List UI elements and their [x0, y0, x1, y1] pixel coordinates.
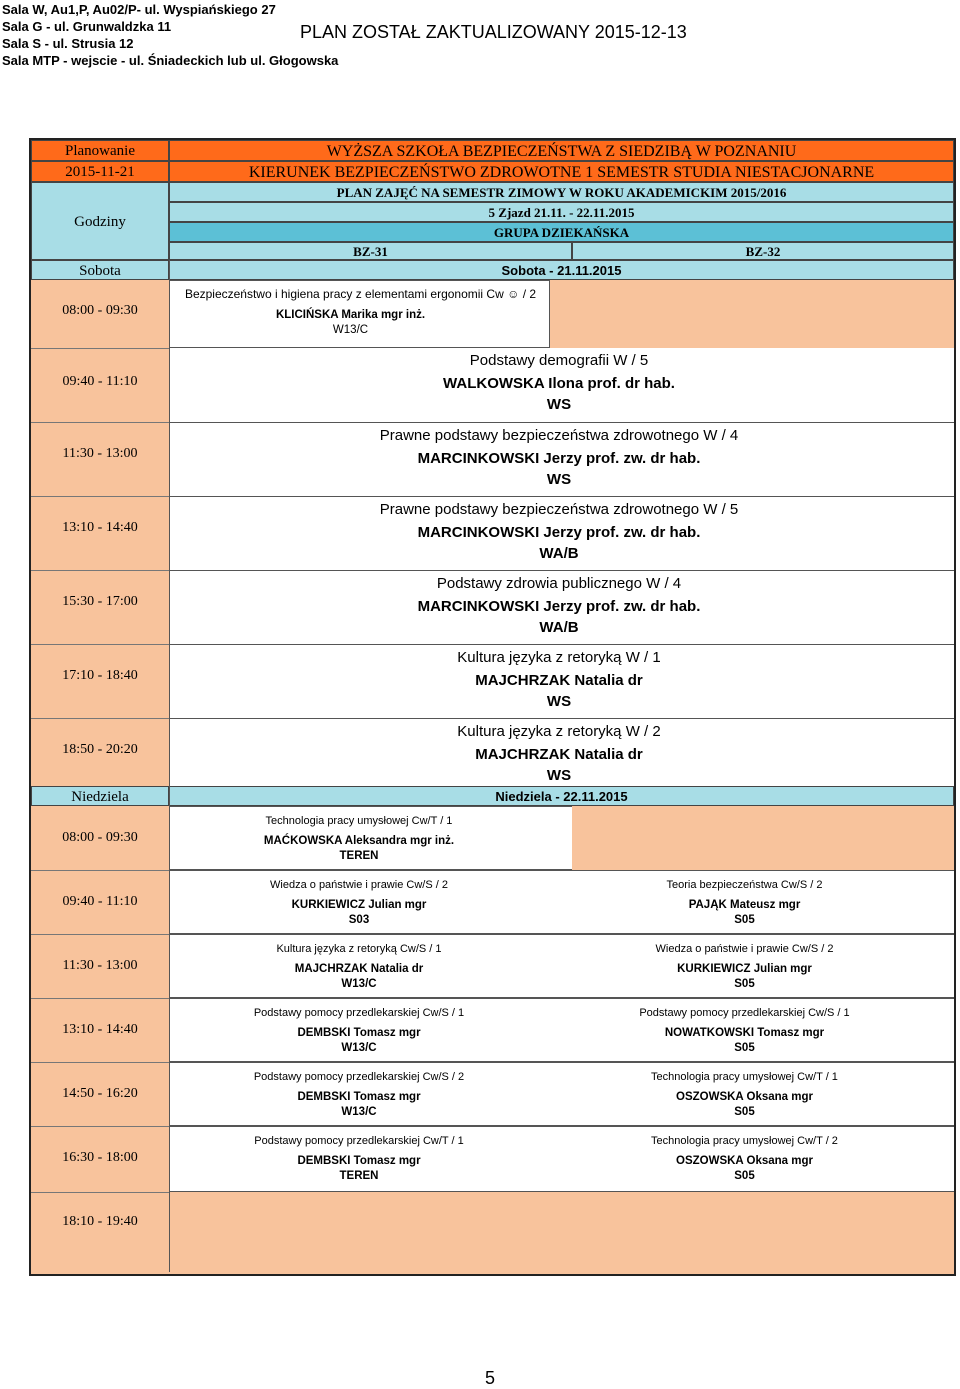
- class-title: Podstawy pomocy przedlekarskiej Cw/S / 1: [639, 1007, 850, 1019]
- class-lecturer: MARCINKOWSKI Jerzy prof. zw. dr hab.: [417, 524, 701, 541]
- sun-bz32-class-5: [572, 1126, 954, 1192]
- class-lecturer: WALKOWSKA Ilona prof. dr hab.: [443, 375, 675, 392]
- sat-lecture-6: [169, 718, 954, 786]
- class-lecturer: NOWATKOWSKI Tomasz mgr: [664, 1027, 825, 1039]
- direction-name: KIERUNEK BEZPIECZEŃSTWO ZDROWOTNE 1 SEMESTR STUDIA NIESTACJONARNE: [169, 161, 954, 182]
- class-room: S05: [734, 914, 755, 926]
- sat-slot-3: 11:30 - 13:00: [62, 446, 138, 461]
- class-room: S03: [348, 914, 370, 926]
- divider: [169, 260, 170, 1272]
- class-title: Prawne podstawy bezpieczeństwa zdrowotnego W / 4: [379, 427, 739, 444]
- class-room: S05: [734, 1106, 755, 1118]
- sun-bz31-class-3: [169, 934, 572, 998]
- saturday-date: Sobota - 21.11.2015: [169, 260, 954, 280]
- group-bz31: BZ-31: [169, 242, 572, 260]
- class-lecturer: MARCINKOWSKI Jerzy prof. zw. dr hab.: [417, 598, 701, 615]
- sala-line-2: Sala G - ul. Grunwaldzka 11: [2, 19, 172, 34]
- divider: [31, 496, 169, 497]
- class-title: Teoria bezpieczeństwa Cw/S / 2: [666, 879, 823, 891]
- sat-slot-6: 17:10 - 18:40: [62, 668, 138, 683]
- class-lecturer: KLICIŃSKA Marika mgr inż.: [275, 309, 426, 321]
- class-lecturer: MAJCHRZAK Natalia dr: [475, 746, 643, 763]
- sat-lecture-3: [169, 496, 954, 570]
- divider: [31, 1126, 169, 1127]
- class-lecturer: MAJCHRZAK Natalia dr: [294, 963, 424, 975]
- class-title: Kultura języka z retoryką W / 2: [457, 723, 661, 740]
- class-room: TEREN: [339, 1170, 379, 1182]
- class-lecturer: DEMBSKI Tomasz mgr: [297, 1027, 421, 1039]
- class-room: WS: [546, 693, 572, 710]
- class-room: S05: [734, 978, 755, 990]
- class-room: WS: [546, 767, 572, 784]
- day-saturday: Sobota: [31, 260, 169, 280]
- class-title: Podstawy pomocy przedlekarskiej Cw/S / 1: [253, 1007, 465, 1019]
- class-room: S05: [734, 1170, 755, 1182]
- group-bz32: BZ-32: [572, 242, 954, 260]
- day-sunday: Niedziela: [31, 786, 169, 806]
- sala-line-1: Sala W, Au1,P, Au02/P- ul. Wyspiańskiego 27: [2, 2, 276, 17]
- class-title: Kultura języka z retoryką Cw/S / 1: [276, 943, 442, 955]
- sun-slot-5: 14:50 - 16:20: [62, 1086, 138, 1101]
- divider: [31, 870, 169, 871]
- sun-bz32-class-3: [572, 998, 954, 1062]
- class-room: WS: [546, 471, 572, 488]
- class-room: WA/B: [539, 545, 579, 562]
- sun-slot-6: 16:30 - 18:00: [62, 1150, 138, 1165]
- smiley-icon: ☺: [507, 287, 520, 301]
- godziny-label: Godziny: [31, 182, 169, 260]
- sun-bz31-class-5: [169, 1062, 572, 1126]
- class-room: W13/C: [341, 1106, 377, 1118]
- sala-line-3: Sala S - ul. Strusia 12: [2, 36, 134, 51]
- class-room: S05: [734, 1042, 755, 1054]
- divider: [31, 1192, 169, 1193]
- sat-slot-1: 08:00 - 09:30: [62, 303, 138, 318]
- sun-bz32-class-4: [572, 1062, 954, 1126]
- class-lecturer: MAJCHRZAK Natalia dr: [475, 672, 643, 689]
- sat-slot-4: 13:10 - 14:40: [62, 520, 138, 535]
- sat-lecture-4: [169, 570, 954, 644]
- plan-semester: PLAN ZAJĘĆ NA SEMESTR ZIMOWY W ROKU AKADEMICKIM 2015/2016: [169, 182, 954, 202]
- sun-slot-1: 08:00 - 09:30: [62, 830, 138, 845]
- divider: [31, 1062, 169, 1063]
- class-room: WA/B: [539, 619, 579, 636]
- class-lecturer: MARCINKOWSKI Jerzy prof. zw. dr hab.: [417, 450, 701, 467]
- class-suffix: / 2: [522, 287, 537, 301]
- school-name: WYŻSZA SZKOŁA BEZPIECZEŃSTWA Z SIEDZIBĄ W POZNANIU: [169, 140, 954, 161]
- sun-slot-4: 13:10 - 14:40: [62, 1022, 138, 1037]
- class-lecturer: OSZOWSKA Oksana mgr: [676, 1091, 813, 1103]
- divider: [31, 570, 169, 571]
- planowanie-label: Planowanie: [31, 140, 169, 161]
- sun-bz31-class-4: [169, 998, 572, 1062]
- sun-slot-2: 09:40 - 11:10: [62, 894, 138, 909]
- class-title: Podstawy demografii W / 5: [469, 352, 649, 369]
- class-room: WS: [546, 396, 572, 413]
- divider: [31, 348, 169, 349]
- class-title: Technologia pracy umysłowej Cw/T / 2: [651, 1135, 838, 1147]
- class-lecturer: KURKIEWICZ Julian mgr: [677, 963, 812, 975]
- class-room: W13/C: [341, 978, 377, 990]
- sun-slot-7: 18:10 - 19:40: [62, 1214, 138, 1229]
- class-lecturer: DEMBSKI Tomasz mgr: [297, 1155, 421, 1167]
- sun-slot-3: 11:30 - 13:00: [62, 958, 138, 973]
- page-number: 5: [484, 1368, 495, 1388]
- class-title: Prawne podstawy bezpieczeństwa zdrowotnego W / 5: [379, 501, 739, 518]
- plan-updated: PLAN ZOSTAŁ ZAKTUALIZOWANY 2015-12-13: [300, 22, 687, 42]
- sat-class-bhp: [169, 280, 550, 348]
- sat-slot-7: 18:50 - 20:20: [62, 742, 138, 757]
- divider: [31, 934, 169, 935]
- class-lecturer: DEMBSKI Tomasz mgr: [297, 1091, 421, 1103]
- class-title: Podstawy pomocy przedlekarskiej Cw/S / 2: [253, 1071, 465, 1083]
- divider: [31, 644, 169, 645]
- sat-lecture-1: [169, 348, 954, 422]
- class-title: Wiedza o państwie i prawie Cw/S / 2: [655, 943, 834, 955]
- class-title: Kultura języka z retoryką W / 1: [457, 649, 661, 666]
- sala-line-4: Sala MTP - wejscie - ul. Śniadeckich lub ul. Głogowska: [2, 53, 339, 68]
- grupa-label: GRUPA DZIEKAŃSKA: [169, 222, 954, 242]
- divider: [31, 422, 169, 423]
- sat-lecture-2: [169, 422, 954, 496]
- sat-slot-5: 15:30 - 17:00: [62, 594, 138, 609]
- sun-bz31-class-2: [169, 870, 572, 934]
- class-title: Podstawy pomocy przedlekarskiej Cw/T / 1: [254, 1135, 464, 1147]
- sunday-date: Niedziela - 22.11.2015: [169, 786, 954, 806]
- class-room: W13/C: [332, 324, 369, 336]
- sun-bz31-class-1: [169, 806, 572, 870]
- class-lecturer: PAJĄK Mateusz mgr: [688, 899, 801, 911]
- plan-date: 2015-11-21: [31, 161, 169, 182]
- divider: [31, 718, 169, 719]
- class-title: Technologia pracy umysłowej Cw/T / 1: [265, 815, 453, 827]
- class-title: Technologia pracy umysłowej Cw/T / 1: [651, 1071, 838, 1083]
- sun-bz31-class-6: [169, 1126, 572, 1192]
- divider: [31, 998, 169, 999]
- class-lecturer: KURKIEWICZ Julian mgr: [291, 899, 427, 911]
- class-room: W13/C: [341, 1042, 377, 1054]
- sat-slot-2: 09:40 - 11:10: [62, 374, 138, 389]
- class-title: Podstawy zdrowia publicznego W / 4: [436, 575, 682, 592]
- sun-bz32-class-1: [572, 870, 954, 934]
- class-title: Bezpieczeństwo i higiena pracy z elementami ergonomii Cw: [184, 287, 504, 301]
- zjazd-label: 5 Zjazd 21.11. - 22.11.2015: [169, 202, 954, 222]
- class-room: TEREN: [339, 850, 379, 862]
- class-title: Wiedza o państwie i prawie Cw/S / 2: [270, 879, 448, 891]
- sat-lecture-5: [169, 644, 954, 718]
- sun-bz32-class-2: [572, 934, 954, 998]
- class-lecturer: MAĆKOWSKA Aleksandra mgr inż.: [263, 835, 455, 847]
- class-lecturer: OSZOWSKA Oksana mgr: [676, 1155, 813, 1167]
